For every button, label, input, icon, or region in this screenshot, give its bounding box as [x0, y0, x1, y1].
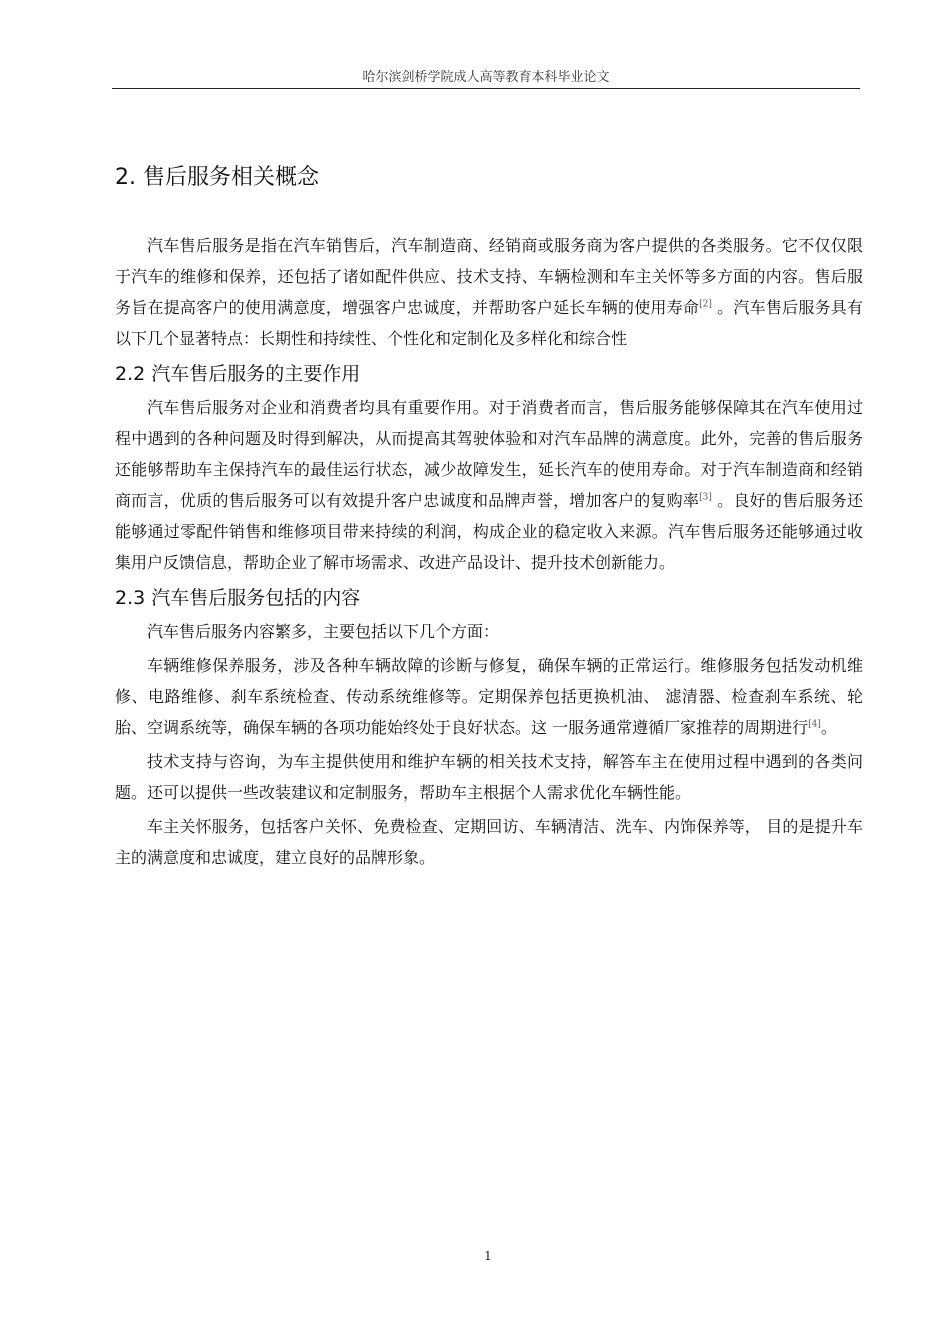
citation-ref: [3] — [699, 492, 712, 503]
document-body — [115, 160, 863, 873]
role-text-tail: 。良好的售后服务还能够通过零配件销售和维修项目带来持续的利润，构成企业的稳定收入来源。汽车售后服务还能够通过收集用户反馈信息，帮助企业了解市场需求、改进产品设计、提升技术创新能力。 — [115, 491, 863, 572]
page-number: 1 — [484, 1249, 492, 1263]
page-header: 哈尔滨剑桥学院成人高等教育本科毕业论文 — [362, 70, 610, 85]
subsection-heading: 2.3 汽车售后服务包括的内容 — [115, 587, 361, 609]
intro-paragraph — [115, 230, 863, 354]
citation-ref: [4] — [808, 719, 821, 730]
intro-text-tail: 。汽车售后服务具有以下几个显著特点：长期性和持续性、个性化和定制化及多样化和综合性 — [115, 298, 863, 348]
role-paragraph — [115, 392, 863, 578]
support-paragraph: 技术支持与咨询，为车主提供使用和维护车辆的相关技术支持，解答车主在使用过程中遇到的各类问题。还可以提供一些改装建议和定制服务，帮助车主根据个人需求优化车辆性能。 — [115, 752, 863, 802]
header-divider — [112, 88, 860, 89]
citation-ref: [2] — [699, 299, 712, 310]
intro-text: 汽车售后服务是指在汽车销售后，汽车制造商、经销商或服务商为客户提供的各类服务。它不仅仅限于汽车的维修和保养，还包括了诸如配件供应、技术支持、车辆检测和车主关怀等多方面的内容。售后服务旨在提高客户的使用满意度，增强客户忠诚度，并帮助客户延长车辆的使用寿命 — [115, 236, 863, 317]
care-paragraph: 车主关怀服务，包括客户关怀、免费检查、定期回访、车辆清洁、洗车、内饰保养等， 目的是提升车主的满意度和忠诚度，建立良好的品牌形象。 — [115, 817, 863, 867]
section-heading: 2. 售后服务相关概念 — [115, 165, 319, 190]
maintenance-paragraph — [115, 650, 863, 743]
content-intro-paragraph: 汽车售后服务内容繁多，主要包括以下几个方面： — [147, 622, 500, 641]
role-text: 汽车售后服务对企业和消费者均具有重要作用。对于消费者而言，售后服务能够保障其在汽车使用过程中遇到的各种问题及时得到解决，从而提高其驾驶体验和对汽车品牌的满意度。此外，完善的售后服务还能够帮助车主保持汽车的最佳运行状态，减少故障发生，延长汽车的使用寿命。对于汽车制造商和经销商而言，优质的售后服务可以有效提升客户忠诚度和品牌声誉，增加客户的复购率 — [115, 398, 863, 510]
maintenance-text: 车辆维修保养服务，涉及各种车辆故障的诊断与修复，确保车辆的正常运行。维修服务包括发动机维修、电路维修、刹车系统检查、传动系统维修等。定期保养包括更换机油、 滤清器、检查刹车系统、轮胎、空调系统等，确保车辆的各项功能始终处于良好状态。这 一服务通常遵循厂家推荐的周期进行 — [115, 656, 863, 737]
subsection-heading: 2.2 汽车售后服务的主要作用 — [115, 363, 361, 385]
maintenance-text-tail: 。 — [820, 718, 837, 737]
